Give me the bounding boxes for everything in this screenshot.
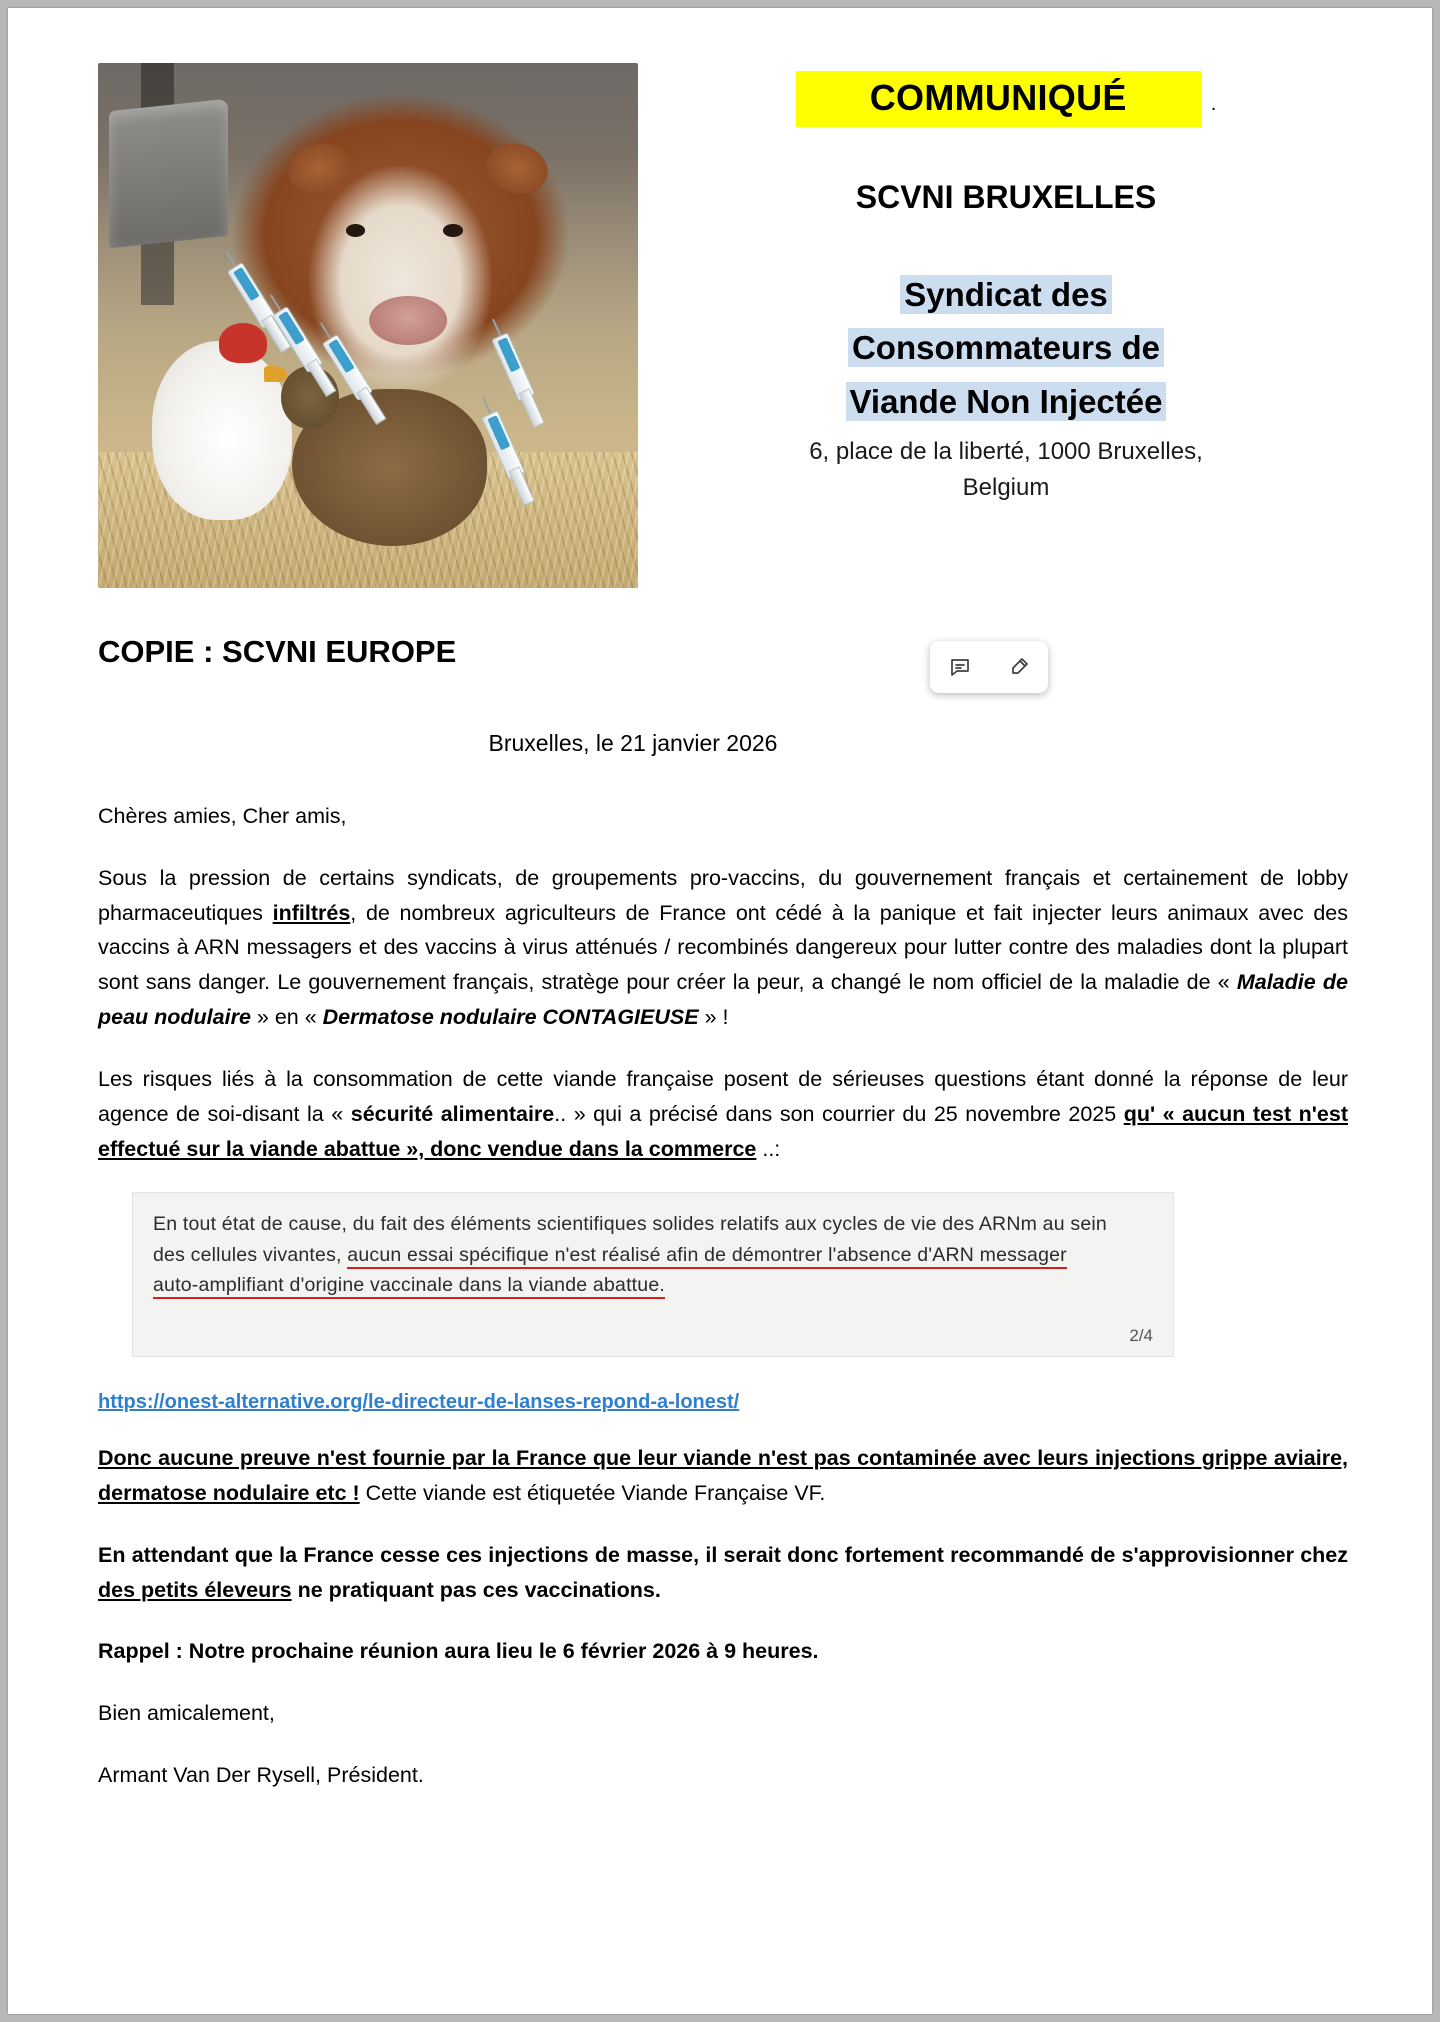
communique-line: [664, 71, 1348, 127]
p4-underlined: des petits éleveurs: [98, 1577, 292, 1602]
p2-part-c: ..:: [756, 1136, 781, 1161]
cow-ear-right: [480, 137, 553, 201]
paragraph-5-reminder: [98, 1634, 1348, 1669]
annotation-toolbar[interactable]: [930, 641, 1048, 693]
p2-bold-securite: sécurité alimentaire: [350, 1101, 555, 1126]
p5-text: Rappel : Notre prochaine réunion aura lieu le 6 février 2026 à 9 heures.: [98, 1639, 819, 1664]
dateline: Bruxelles, le 21 janvier 2026: [488, 730, 778, 756]
scanned-quote-image: [132, 1192, 1174, 1357]
cow-eye-right: [443, 224, 462, 237]
quote-line-1: En tout état de cause, du fait des éléments scientifiques solides relatifs aux cycles de vie des ARNm au sein: [153, 1213, 1107, 1236]
cover-photo-cow-syringes: [98, 63, 638, 588]
comment-icon[interactable]: [940, 648, 980, 686]
p4-part-b: ne pratiquant pas ces vaccinations.: [291, 1577, 661, 1602]
p1-part-d: » !: [698, 1005, 729, 1030]
p1-italic-1: Maladie de peau nodulaire: [98, 970, 1348, 1030]
p2-underlined-quote: qu' « aucun test n'est effectué sur la viande abattue », donc vendue dans la commerce: [98, 1101, 1348, 1161]
p1-infiltres: infiltrés: [272, 900, 351, 925]
quote-line-3: [153, 1270, 1153, 1300]
paragraph-3: [98, 1441, 1348, 1511]
address-line-2-text: Belgium: [962, 474, 1050, 502]
p3-rest: Cette viande est étiquetée Viande Française VF.: [359, 1480, 826, 1505]
cow-eye-left: [346, 224, 365, 237]
trailing-dot: .: [1210, 93, 1217, 115]
chicken-beak: [264, 366, 286, 382]
cow-ear-left: [282, 137, 355, 201]
syndicat-line-3: Viande Non Injectée: [846, 382, 1167, 421]
quote-line-2-underlined: aucun essai spécifique n'est réalisé afin de démontrer l'absence d'ARN messager: [347, 1244, 1067, 1269]
chicken-comb: [219, 323, 267, 362]
signature: Armant Van Der Rysell, Président.: [98, 1763, 424, 1788]
address-line-1-text: 6, place de la liberté, 1000 Bruxelles,: [809, 438, 1203, 466]
document-content: [98, 63, 1348, 1793]
p2-part-a: Les risques liés à la consommation de cette viande française posent de sérieuses questions étant donné la réponse de leur agence de soi-disant la «: [98, 1066, 1348, 1126]
duck: [292, 389, 486, 547]
communique-title: COMMUNIQUÉ: [796, 71, 1201, 127]
p4-part-a: En attendant que la France cesse ces injections de masse, il serait donc fortement recommandé de s'approvisionner chez: [98, 1542, 1348, 1567]
quote-page-number: 2/4: [1129, 1326, 1153, 1346]
highlighter-icon[interactable]: [999, 648, 1039, 686]
p3-bold-underlined: Donc aucune preuve n'est fournie par la France que leur viande n'est pas contaminée avec leurs injections grippe aviaire, dermatose nodulaire etc !: [98, 1446, 1348, 1505]
p1-part-c: » en «: [250, 1005, 323, 1030]
quote-line-2-prefix: des cellules vivantes,: [153, 1243, 348, 1266]
address-block: [664, 434, 1348, 506]
header-text-block: [664, 63, 1348, 506]
p2-part-b: .. » qui a précisé dans son courrier du 25 novembre 2025: [554, 1101, 1124, 1126]
chicken: [152, 341, 292, 520]
p1-italic-2: Dermatose nodulaire CONTAGIEUSE: [322, 1005, 699, 1030]
paragraph-4: [98, 1538, 1348, 1608]
greeting: Chères amies, Cher amis,: [98, 804, 347, 828]
organisation-title: SCVNI BRUXELLES: [855, 179, 1157, 215]
quote-line-3-underlined: auto-amplifiant d'origine vaccinale dans la viande abattue.: [153, 1274, 665, 1299]
source-link[interactable]: https://onest-alternative.org/le-directeur-de-lanses-repond-a-lonest/: [98, 1391, 740, 1414]
quote-line-2: [153, 1240, 1153, 1270]
syndicat-line-2: Consommateurs de: [848, 328, 1164, 367]
syndicat-name: [664, 268, 1348, 428]
header-row: [98, 63, 1348, 588]
paragraph-1: [98, 861, 1348, 1035]
copy-recipient: COPIE : SCVNI EUROPE: [98, 634, 457, 669]
syndicat-line-1: Syndicat des: [900, 275, 1112, 314]
p1-part-a: Sous la pression de certains syndicats, de groupements pro-vaccins, du gouvernement français et certainement de lobby pharmaceutiques: [98, 865, 1348, 925]
cow-muzzle: [369, 296, 447, 345]
paragraph-2: [98, 1062, 1348, 1166]
document-page: [8, 8, 1432, 2014]
p1-part-b: , de nombreux agriculteurs de France ont cédé à la panique et fait injecter leurs animaux avec des vaccins à ARN messagers et des vaccins à virus atténués / recombinés dangereux pour lutter contre des maladies dont la plupart sont sans danger. Le gouvernement français, stratège pour créer la peur, a changé le nom officiel de la maladie de «: [98, 900, 1348, 995]
closing: Bien amicalement,: [98, 1701, 275, 1726]
